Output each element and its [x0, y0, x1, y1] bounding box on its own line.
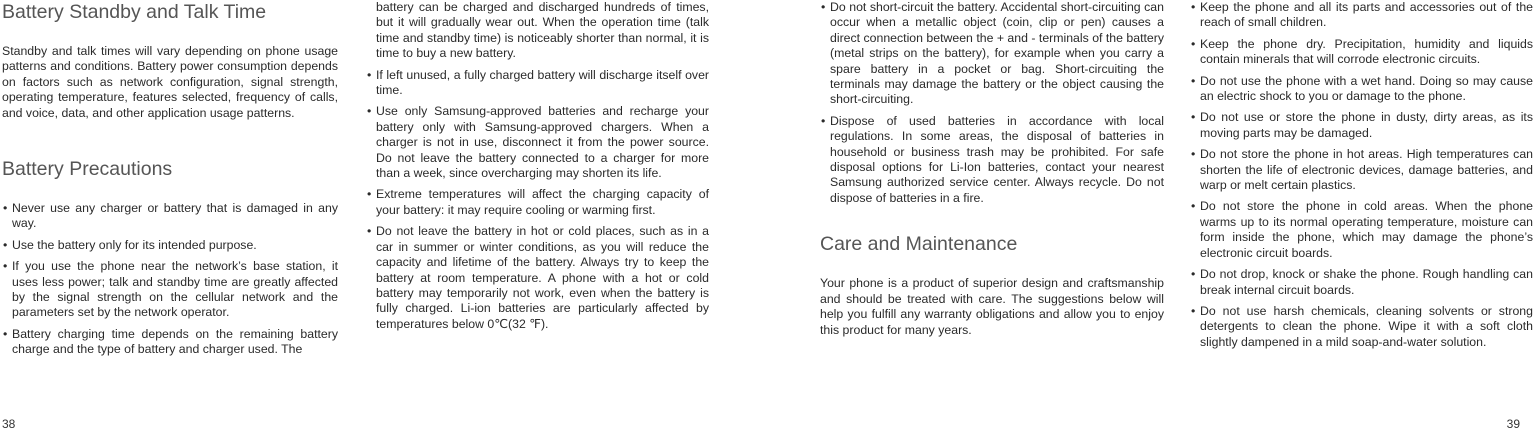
- list-item: • Use only Samsung-approved batteries and recharge your battery only with Samsung-approved chargers. When a charger is not in use, disconnect it from the power source. Do not leave the battery connected to a charger for more than a week, since overcharging may shorten its life.: [366, 104, 709, 181]
- page-number-right: 39: [1506, 417, 1520, 431]
- list-item: • Do not leave the battery in hot or cold places, such as in a car in summer or winter conditions, as you will reduce the capacity and lifetime of the battery. Always try to keep the battery at room temperature. A phone with a hot or cold battery may temporarily not work, even when the battery is fully charged. Li-ion batteries are particularly affected by temperatures below 0℃(32 ℉).: [366, 224, 709, 332]
- precautions-heading: Battery Precautions: [2, 158, 173, 181]
- standby-heading: Battery Standby and Talk Time: [2, 1, 267, 23]
- column-3: [820, 0, 1164, 338]
- list-item: • Keep the phone dry. Precipitation, humidity and liquids contain minerals that will corrode electronic circuits.: [1190, 37, 1533, 68]
- list-item: • Do not drop, knock or shake the phone. Rough handling can break internal circuit boards.: [1190, 267, 1533, 298]
- list-item: • Use the battery only for its intended purpose.: [2, 238, 338, 253]
- precautions-list-continued: [366, 68, 709, 333]
- continued-paragraph: battery can be charged and discharged hundreds of times, but it will gradually wear out. When the operation time (talk time and standby time) is noticeably shorter than normal, it is time to buy a new battery.: [376, 0, 709, 61]
- list-item: • Battery charging time depends on the remaining battery charge and the type of battery and charger used. The: [2, 327, 338, 358]
- list-item: • Keep the phone and all its parts and accessories out of the reach of small children.: [1190, 0, 1533, 31]
- care-list: [1190, 0, 1533, 350]
- list-item: • Do not use the phone with a wet hand. Doing so may cause an electric shock to you or damage to the phone.: [1190, 74, 1533, 105]
- list-item: • Dispose of used batteries in accordance with local regulations. In some areas, the disposal of batteries in household or business trash may be prohibited. For safe disposal options for Li-Ion batteries, contact your nearest Samsung authorized service center. Always recycle. Do not dispose of batteries in a fire.: [820, 114, 1164, 206]
- list-item: • If left unused, a fully charged battery will discharge itself over time.: [366, 68, 709, 99]
- list-item: • Do not short-circuit the battery. Accidental short-circuiting can occur when a metallic object (coin, clip or pen) causes a direct connection between the + and - terminals of the battery (metal strips on the battery), for example when you carry a spare battery in a pocket or bag. Short-circuiting the terminals may damage the battery or the object causing the short-circuiting.: [820, 0, 1164, 108]
- list-item: • Never use any charger or battery that is damaged in any way.: [2, 201, 338, 232]
- list-item: • Do not use or store the phone in dusty, dirty areas, as its moving parts may be damaged.: [1190, 110, 1533, 141]
- list-item: • Do not store the phone in cold areas. When the phone warms up to its normal operating temperature, moisture can form inside the phone, which may damage the phone’s electronic circuit boards.: [1190, 199, 1533, 261]
- list-item: • If you use the phone near the network’s base station, it uses less power; talk and standby time are greatly affected by the signal strength on the cellular network and the parameters set by the network operator.: [2, 259, 338, 321]
- precautions-list: [2, 201, 338, 358]
- list-item: • Do not use harsh chemicals, cleaning solvents or strong detergents to clean the phone. Wipe it with a soft cloth slightly dampened in a mild soap-and-water solution.: [1190, 304, 1533, 350]
- list-item: • Extreme temperatures will affect the charging capacity of your battery: it may require cooling or warming first.: [366, 187, 709, 218]
- standby-body: Standby and talk times will vary depending on phone usage patterns and conditions. Battery power consumption depends on factors such as network configuration, signal strength, operating temperature, features selected, frequency of calls, and voice, data, and other application usage patterns.: [2, 44, 338, 120]
- list-item: • Do not store the phone in hot areas. High temperatures can shorten the life of electronic devices, damage batteries, and warp or melt certain plastics.: [1190, 147, 1533, 193]
- care-body: Your phone is a product of superior design and craftsmanship and should be treated with care. The suggestions below will help you fulfill any warranty obligations and allow you to enjoy this product for many years.: [820, 276, 1164, 337]
- column-2: [366, 0, 709, 338]
- column-4: [1190, 0, 1533, 356]
- page-number-left: 38: [2, 417, 16, 431]
- battery-disposal-list: [820, 0, 1164, 206]
- column-1: [2, 0, 338, 364]
- care-heading: Care and Maintenance: [820, 233, 1018, 256]
